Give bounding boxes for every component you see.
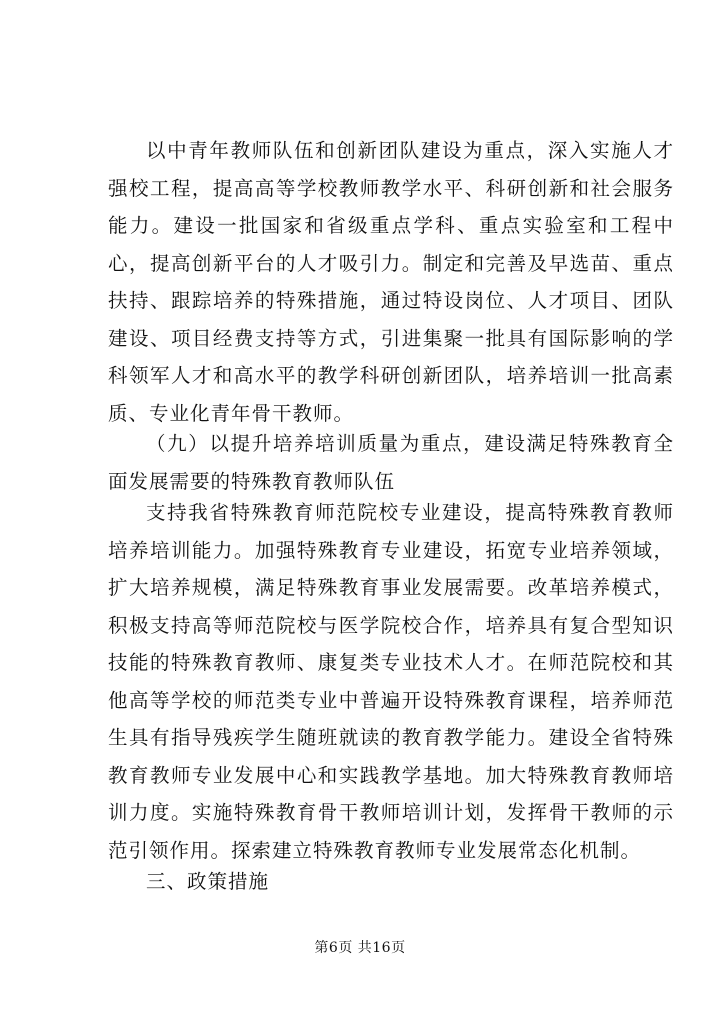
page-number-footer: 第6页 共16页 bbox=[314, 940, 406, 956]
section-heading-policy-measures: 三、政策措施 bbox=[146, 870, 270, 893]
section-heading-nine: （九）以提升培养培训质量为重点，建设满足特殊教育全面发展需要的特殊教育教师队伍 bbox=[108, 432, 674, 493]
paragraph-teacher-team-building: 以中青年教师队伍和创新团队建设为重点，深入实施人才强校工程，提高高等学校教师教学水平、科研创新和社会服务能力。建设一批国家和省级重点学科、重点实验室和工程中心，提高创新平台的人才吸引力。制定和完善及早选苗、重点扶持、跟踪培养的特殊措施，通过特设岗位、人才项目、团队建设、项目经费支持等方式，引进集聚一批具有国际影响的学科领军人才和高水平的教学科研创新团队，培养培训一批高素质、专业化青年骨干教师。 bbox=[108, 139, 674, 425]
paragraph-special-education: 支持我省特殊教育师范院校专业建设，提高特殊教育教师培养培训能力。加强特殊教育专业建设，拓宽专业培养领域，扩大培养规模，满足特殊教育事业发展需要。改革培养模式，积极支持高等师范院校与医学院校合作，培养具有复合型知识技能的特殊教育教师、康复类专业技术人才。在师范院校和其他高等学校的师范类专业中普遍开设特殊教育课程，培养师范生具有指导残疾学生随班就读的教育教学能力。建设全省特殊教育教师专业发展中心和实践教学基地。加大特殊教育教师培训力度。实施特殊教育骨干教师培训计划，发挥骨干教师的示范引领作用。探索建立特殊教育教师专业发展常态化机制。 bbox=[108, 501, 674, 862]
